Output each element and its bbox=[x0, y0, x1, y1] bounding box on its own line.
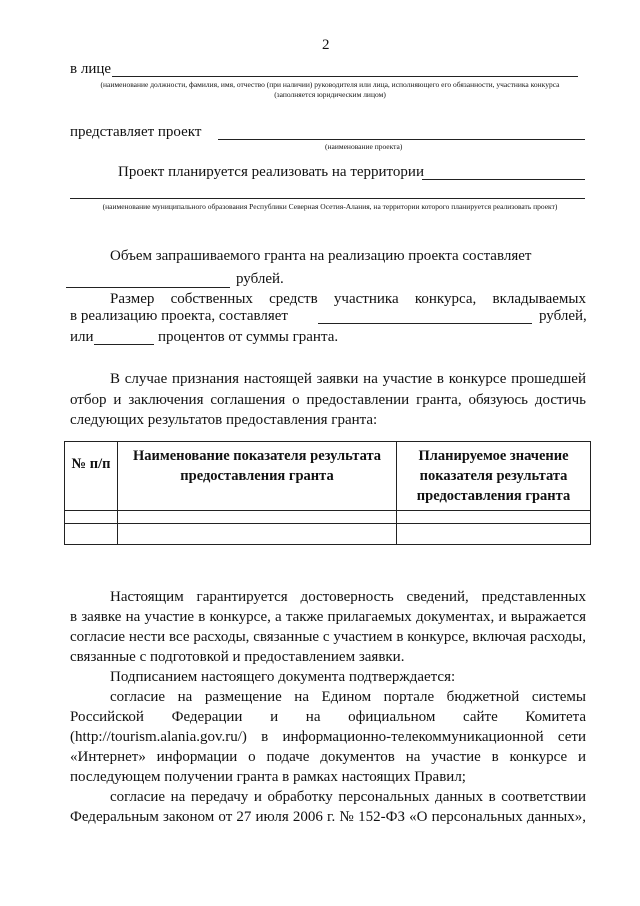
consent1-line4: «Интернет» информации о подаче документов на участие в конкурсе и bbox=[70, 749, 586, 765]
territory-input-line-1[interactable] bbox=[422, 179, 585, 180]
person-label: в лице bbox=[70, 61, 112, 77]
table-cell[interactable] bbox=[118, 511, 397, 524]
grant-text: Объем запрашиваемого гранта на реализацию проекта составляет bbox=[110, 248, 532, 264]
project-label: представляет проект bbox=[70, 124, 202, 140]
territory-note: (наименование муниципального образования Республики Северная Осетия-Алания, на территории которого планируется реализовать проект) bbox=[102, 202, 558, 211]
consent1-line3: (http://tourism.alania.gov.ru/) в информационно-телекоммуникационной сети bbox=[70, 729, 586, 745]
obligation-line1: В случае признания настоящей заявки на участие в конкурсе прошедшей bbox=[110, 371, 586, 387]
table-row bbox=[65, 524, 591, 545]
own-funds-line2-start: в реализацию проекта, составляет bbox=[70, 308, 288, 324]
own-funds-line3-start: или bbox=[70, 329, 94, 345]
territory-input-line-2[interactable] bbox=[70, 198, 585, 199]
confirm-line1: Подписанием настоящего документа подтверждается: bbox=[110, 669, 456, 685]
guarantee-line2: в заявке на участие в конкурсе, а также прилагаемых документах, и выражается bbox=[70, 609, 586, 625]
person-input-line[interactable] bbox=[112, 76, 578, 77]
guarantee-line4: связанные с подготовкой и предоставлением заявки. bbox=[70, 649, 405, 665]
results-table bbox=[64, 441, 591, 545]
territory-label: Проект планируется реализовать на территории bbox=[118, 164, 424, 180]
own-funds-line2-end: рублей, bbox=[539, 308, 587, 324]
guarantee-line3: согласие нести все расходы, связанные с участием в конкурсе, включая расходы, bbox=[70, 629, 586, 645]
project-input-line[interactable] bbox=[218, 139, 585, 140]
table-header-row bbox=[65, 442, 591, 511]
consent1-line2: Российской Федерации и на официальном сайте Комитета bbox=[70, 709, 586, 725]
guarantee-line1: Настоящим гарантируется достоверность сведений, представленных bbox=[110, 589, 586, 605]
table-cell[interactable] bbox=[65, 524, 118, 545]
table-row bbox=[65, 511, 591, 524]
col-indicator-header: Наименование показателя результата предоставления гранта bbox=[118, 442, 397, 511]
consent1-line5: последующем получении гранта в рамках настоящих Правил; bbox=[70, 769, 466, 785]
person-note: (наименование должности, фамилия, имя, отчество (при наличии) руководителя или лица, исполняющего его обязанности, участника конкурса (заполняется юридическим лицом) bbox=[100, 80, 560, 99]
table-cell[interactable] bbox=[65, 511, 118, 524]
obligation-line2: отбор и заключения соглашения о предоставлении гранта, обязуюсь достичь bbox=[70, 392, 586, 408]
own-funds-amount-line[interactable] bbox=[318, 323, 532, 324]
table-cell[interactable] bbox=[397, 511, 591, 524]
grant-amount-line[interactable] bbox=[66, 287, 230, 288]
consent2-line1: согласие на передачу и обработку персональных данных в соответствии bbox=[110, 789, 586, 805]
col-number-header: № п/п bbox=[65, 442, 118, 511]
project-note: (наименование проекта) bbox=[325, 142, 403, 151]
table-cell[interactable] bbox=[118, 524, 397, 545]
grant-rubles: рублей. bbox=[236, 271, 284, 287]
table-cell[interactable] bbox=[397, 524, 591, 545]
own-funds-line1: Размер собственных средств участника конкурса, вкладываемых bbox=[110, 291, 586, 307]
page-number: 2 bbox=[322, 37, 330, 53]
own-funds-percent-line[interactable] bbox=[94, 344, 154, 345]
col-value-header: Планируемое значение показателя результата предоставления гранта bbox=[397, 442, 591, 511]
own-funds-line3-end: процентов от суммы гранта. bbox=[158, 329, 339, 345]
consent1-line1: согласие на размещение на Едином портале бюджетной системы bbox=[110, 689, 586, 705]
obligation-line3: следующих результатов предоставления гранта: bbox=[70, 412, 378, 428]
consent2-line2: Федеральным законом от 27 июля 2006 г. № 152-ФЗ «О персональных данных», bbox=[70, 809, 586, 825]
